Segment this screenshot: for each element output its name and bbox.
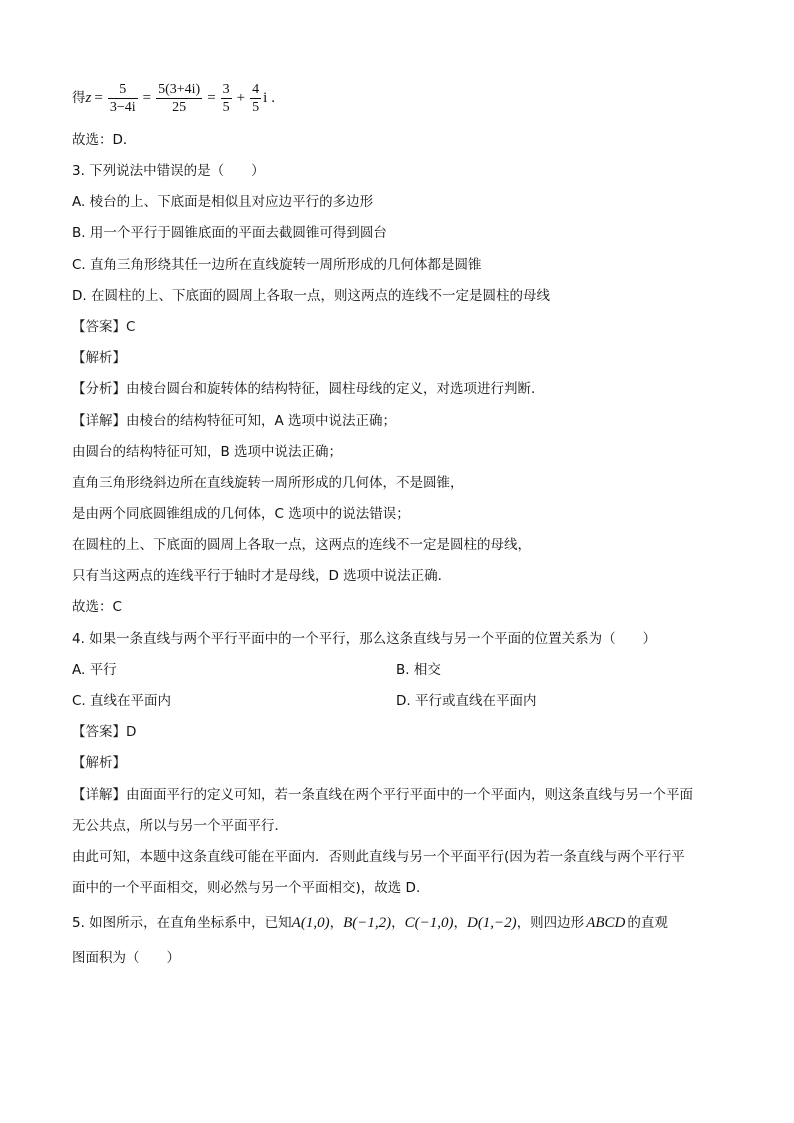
q3-option-c: C. 直角三角形绕其任一边所在直线旋转一周所形成的几何体都是圆锥 (72, 257, 482, 273)
q4-analysis-line: 由此可知，本题中这条直线可能在平面内．否则此直线与另一个平面平行(因为若一条直线与两个平行平 (72, 849, 685, 865)
q4-option-d: D. 平行或直线在平面内 (396, 693, 537, 709)
q3-analysis-label: 【解析】 (72, 350, 126, 366)
q3-analysis-line: 【详解】由棱台的结构特征可知，A 选项中说法正确； (72, 413, 397, 429)
fraction-2: $\frac{5(3+4i)}{25}$ (158, 81, 201, 115)
q4-analysis-line: 无公共点，所以与另一个平面平行． (72, 818, 288, 834)
q4-option-b: B. 相交 (396, 662, 441, 678)
point-a: A(1,0) (291, 915, 330, 931)
q5-prefix: 5. 如图所示，在直角坐标系中，已知 (72, 915, 292, 931)
q5-stem-line-1: 5. 如图所示，在直角坐标系中，已知A(1,0)，B(−1,2)，C(−1,0)，D(1,−2)，则四边形 ABCD 的直观 (72, 915, 668, 931)
q3-analysis-line: 是由两个同底圆锥组成的几何体，C 选项中的说法错误； (72, 506, 410, 522)
formula-line: 得z = $\frac{5}{3-4i}$ = $\frac{5(3+4i)}{25}$ = $\frac{3}{5}$ + $\frac{4}{5}$ i . (72, 81, 276, 115)
formula-imag-unit: i (263, 90, 268, 106)
q3-analysis-line: 在圆柱的上、下底面的圆周上各取一点，这两点的连线不一定是圆柱的母线， (72, 537, 531, 553)
q3-stem: 3. 下列说法中错误的是（ ） (72, 163, 265, 179)
q3-answer: 【答案】C (72, 319, 136, 335)
q2-answer: 故选：D． (72, 132, 137, 148)
q3-option-b: B. 用一个平行于圆锥底面的平面去截圆锥可得到圆台 (72, 225, 387, 241)
q5-suffix: 的直观 (627, 915, 668, 931)
q4-option-c: C. 直线在平面内 (72, 693, 172, 709)
q3-option-d: D. 在圆柱的上、下底面的圆周上各取一点，则这两点的连线不一定是圆柱的母线 (72, 288, 550, 304)
q5-stem-line-2: 图面积为（ ） (72, 950, 180, 966)
q5-middle: ，则四边形 (516, 915, 585, 931)
point-d: D(1,−2) (466, 915, 517, 931)
q3-analysis-line: 由圆台的结构特征可知，B 选项中说法正确； (72, 444, 343, 460)
fraction-3: $\frac{3}{5}$ (222, 81, 230, 115)
q3-analysis-line: 【分析】由棱台圆台和旋转体的结构特征，圆柱母线的定义，对选项进行判断. (72, 381, 536, 397)
q4-analysis-label: 【解析】 (72, 755, 126, 771)
q3-option-a: A. 棱台的上、下底面是相似且对应边平行的多边形 (72, 194, 374, 210)
fraction-4: $\frac{4}{5}$ (252, 81, 260, 115)
q4-stem: 4. 如果一条直线与两个平行平面中的一个平行，那么这条直线与另一个平面的位置关系为（ ） (72, 631, 657, 647)
formula-prefix: 得 (72, 90, 86, 106)
point-c: C(−1,0) (404, 915, 454, 931)
q4-answer: 【答案】D (72, 724, 137, 740)
q3-analysis-line: 直角三角形绕斜边所在直线旋转一周所形成的几何体，不是圆锥， (72, 475, 464, 491)
fraction-1: $\frac{5}{3-4i}$ (109, 81, 136, 115)
formula-var: z (85, 90, 92, 106)
q4-analysis-line: 面中的一个平面相交，则必然与另一个平面相交)，故选 D. (72, 880, 421, 896)
q4-analysis-line: 【详解】由面面平行的定义可知，若一条直线在两个平行平面中的一个平面内，则这条直线与另一个平面 (72, 787, 693, 803)
q4-option-a: A. 平行 (72, 662, 117, 678)
quadrilateral-name: ABCD (586, 915, 626, 931)
formula-end: . (271, 90, 276, 106)
q3-analysis-line: 只有当这两点的连线平行于轴时才是母线，D 选项中说法正确. (72, 568, 442, 584)
point-b: B(−1,2) (343, 915, 392, 931)
q3-analysis-line: 故选：C (72, 599, 122, 615)
